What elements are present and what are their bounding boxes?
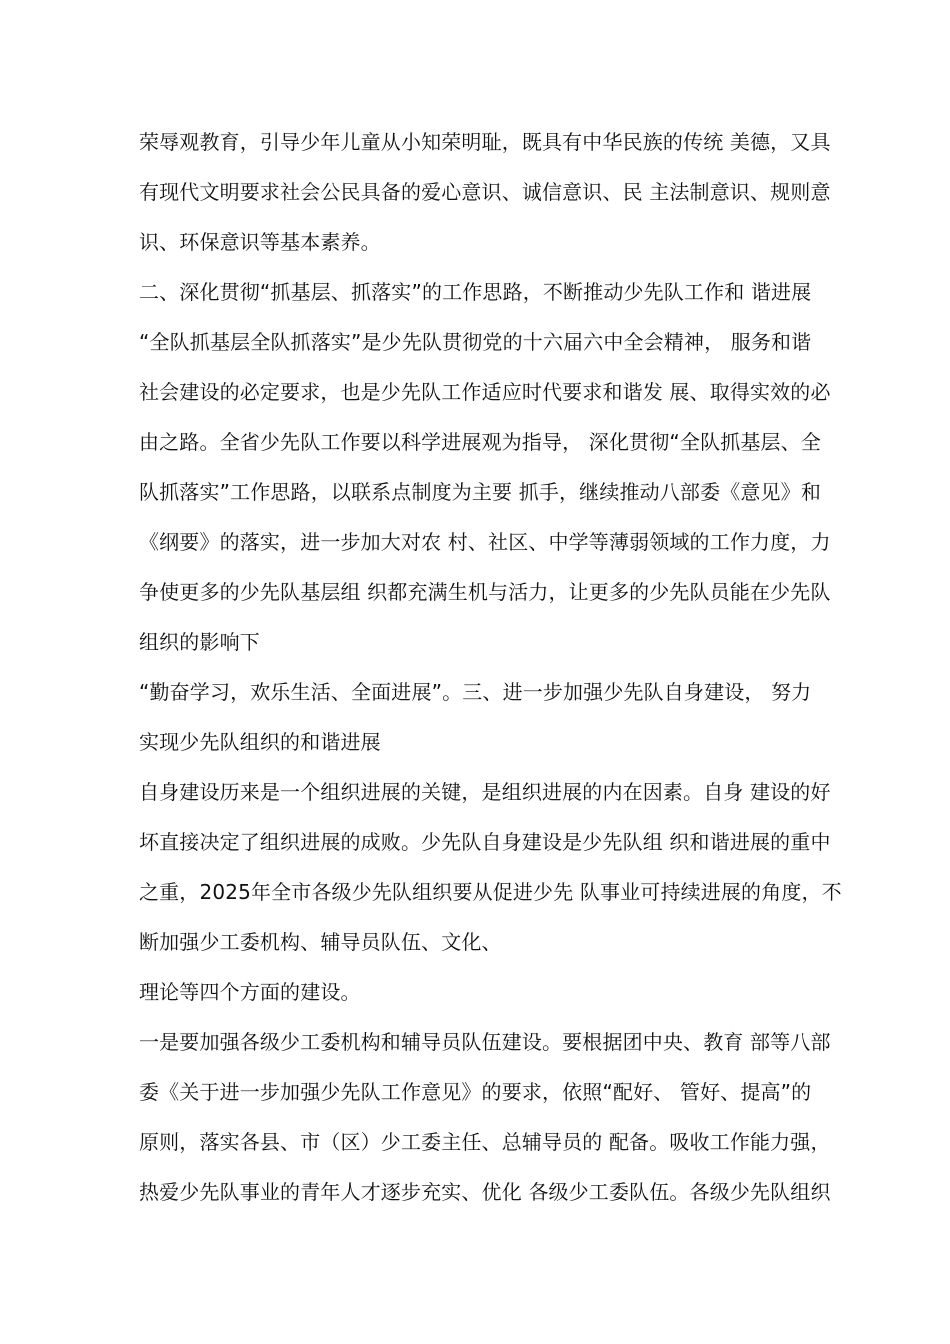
text-line-11: 组织的影响下 — [139, 630, 260, 654]
text-line-22: 热爱少先队事业的青年人才逐步充实、优化 各级少工委队伍。各级少先队组织 — [139, 1180, 831, 1204]
text-line-12: “勤奋学习，欢乐生活、全面进展”。三、进一步加强少先队自身建设， 努力 — [139, 680, 812, 704]
text-line-2: 有现代文明要求社会公民具备的爱心意识、诚信意识、民 主法制意识、规则意 — [139, 180, 831, 204]
text-line-15: 坏直接决定了组织进展的成败。少先队自身建设是少先队组 织和谐进展的重中 — [139, 830, 831, 854]
text-line-6: 社会建设的必定要求，也是少先队工作适应时代要求和谐发 展、取得实效的必 — [139, 380, 831, 404]
section-heading-2: 二、深化贯彻“抓基层、抓落实”的工作思路，不断推动少先队工作和 谐进展 — [139, 280, 812, 304]
text-line-14: 自身建设历来是一个组织进展的关键，是组织进展的内在因素。自身 建设的好 — [139, 780, 831, 804]
text-line-21: 原则，落实各县、市（区）少工委主任、总辅导员的 配备。吸收工作能力强， — [139, 1130, 831, 1154]
text-line-3: 识、环保意识等基本素养。 — [139, 230, 381, 254]
text-line-9: 《纲要》的落实，进一步加大对农 村、社区、中学等薄弱领域的工作力度，力 — [139, 530, 831, 554]
section-heading-3: 实现少先队组织的和谐进展 — [139, 730, 381, 754]
text-line-16: 之重，2025年全市各级少先队组织要从促进少先 队事业可持续进展的角度，不 — [139, 880, 842, 904]
text-line-18: 理论等四个方面的建设。 — [139, 980, 361, 1004]
text-line-10: 争使更多的少先队基层组 织都充满生机与活力，让更多的少先队员能在少先队 — [139, 580, 831, 604]
text-line-7: 由之路。全省少先队工作要以科学进展观为指导， 深化贯彻“全队抓基层、全 — [139, 430, 821, 454]
text-line-5: “全队抓基层全队抓落实”是少先队贯彻党的十六届六中全会精神， 服务和谐 — [139, 330, 812, 354]
text-line-1: 荣辱观教育，引导少年儿童从小知荣明耻，既具有中华民族的传统 美德，又具 — [139, 130, 831, 154]
text-line-17: 断加强少工委机构、辅导员队伍、文化、 — [139, 930, 502, 954]
text-line-20: 委《关于进一步加强少先队工作意见》的要求，依照“配好、 管好、提高”的 — [139, 1080, 812, 1104]
text-line-8: 队抓落实”工作思路，以联系点制度为主要 抓手，继续推动八部委《意见》和 — [139, 480, 821, 504]
text-line-19: 一是要加强各级少工委机构和辅导员队伍建设。要根据团中央、教育 部等八部 — [139, 1030, 831, 1054]
